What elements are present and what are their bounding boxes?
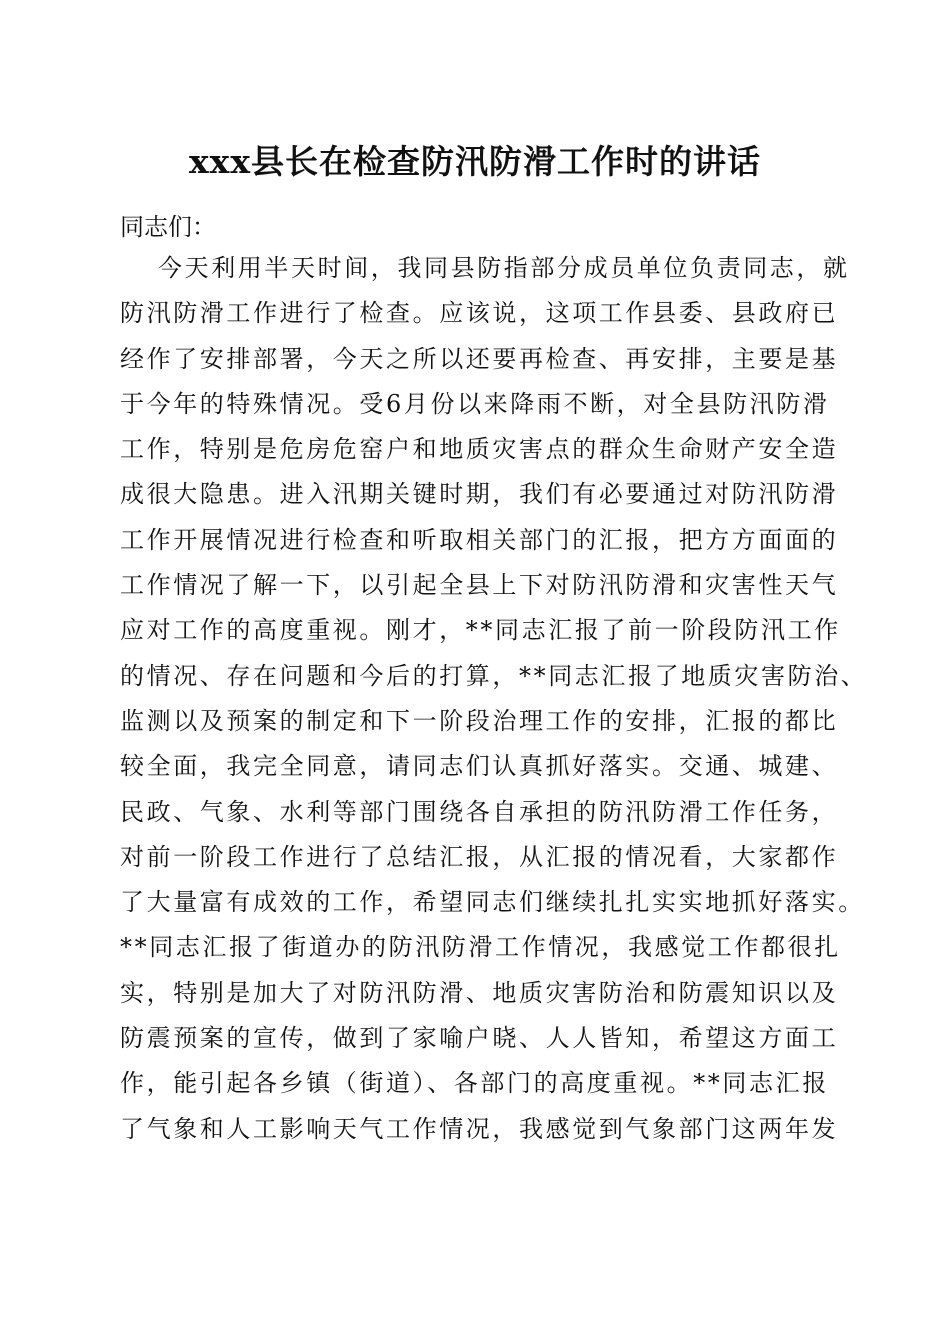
text-line: 了气象和人工影响天气工作情况，我感觉到气象部门这两年发 <box>120 1114 839 1143</box>
text-line: 今天利用半天时间，我同县防指部分成员单位负责同志，就 <box>158 254 850 282</box>
text-line: 作，能引起各乡镇（街道）、各部门的高度重视。**同志汇报 <box>120 1069 829 1098</box>
text-line: 的情况、存在问题和今后的打算，**同志汇报了地质灾害防治、 <box>120 661 868 690</box>
body-paragraph <box>120 246 868 1152</box>
text-line: 较全面，我完全同意，请同志们认真抓好落实。交通、城建、 <box>120 752 839 781</box>
text-line: 对前一阶段工作进行了总结汇报，从汇报的情况看，大家都作 <box>120 842 839 871</box>
text-line: 经作了安排部署，今天之所以还要再检查、再安排，主要是基 <box>120 344 839 373</box>
text-line: 民政、气象、水利等部门围绕各自承担的防汛防滑工作任务， <box>120 797 839 826</box>
text-line: 实，特别是加大了对防汛防滑、地质灾害防治和防震知识以及 <box>120 978 839 1007</box>
text-line: 成很大隐患。进入汛期关键时期，我们有必要通过对防汛防滑 <box>120 480 839 509</box>
text-line: 了大量富有成效的工作，希望同志们继续扎扎实实地抓好落实。 <box>120 888 865 917</box>
text-line: 防震预案的宣传，做到了家喻户晓、人人皆知，希望这方面工 <box>120 1024 839 1053</box>
text-line: 工作开展情况进行检查和听取相关部门的汇报，把方方面面的 <box>120 525 839 554</box>
text-line: 工作，特别是危房危窑户和地质灾害点的群众生命财产安全造 <box>120 435 839 464</box>
text-line: 工作情况了解一下，以引起全县上下对防汛防滑和灾害性天气 <box>120 571 839 600</box>
text-line: 监测以及预案的制定和下一阶段治理工作的安排，汇报的都比 <box>120 706 839 735</box>
text-line: 于今年的特殊情况。受6月份以来降雨不断，对全县防汛防滑 <box>120 389 830 418</box>
text-line: **同志汇报了街道办的防汛防滑工作情况，我感觉工作都很扎 <box>120 933 841 962</box>
salutation: 同志们： <box>120 213 216 241</box>
text-line: 应对工作的高度重视。刚才，**同志汇报了前一阶段防汛工作 <box>120 616 841 645</box>
document-title: xxx县长在检查防汛防滑工作时的讲话 <box>188 142 762 181</box>
text-line: 防汛防滑工作进行了检查。应该说，这项工作县委、县政府已 <box>120 299 839 328</box>
